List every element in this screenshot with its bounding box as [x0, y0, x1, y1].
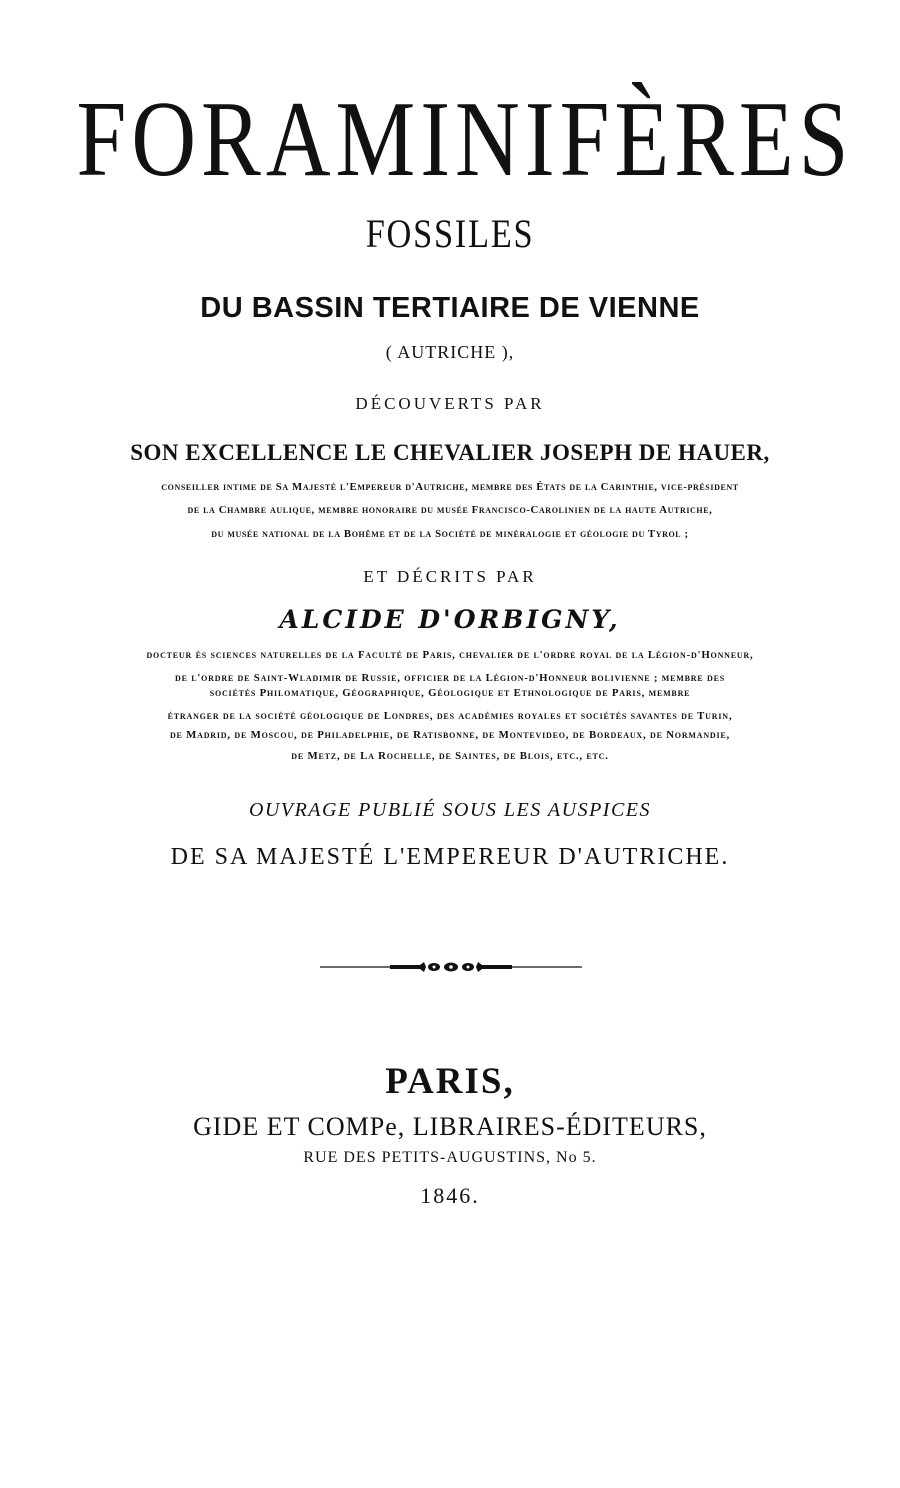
emperor-line: DE SA MAJESTÉ L'EMPEREUR D'AUTRICHE. [170, 844, 730, 870]
discovered-by-line: DÉCOUVERTS PAR [355, 394, 545, 413]
discoverer-title-line: de la Chambre aulique, membre honoraire du musée Francisco-Carolinien de la haute Autriche, [187, 504, 713, 516]
author-title-line: de l'ordre de Saint-Wladimir de Russie, officier de la Légion-d'Honneur bolivienne ; membre des [175, 672, 725, 684]
subtitle: FOSSILES [365, 211, 535, 256]
described-by-line: ET DÉCRITS PAR [363, 567, 537, 586]
address: RUE DES PETITS-AUGUSTINS, No 5. [303, 1149, 597, 1166]
basin-line: DU BASSIN TERTIAIRE DE VIENNE [200, 292, 700, 324]
author-title-line: de Madrid, de Moscou, de Philadelphie, de Ratisbonne, de Montevideo, de Bordeaux, de Normandie, [169, 729, 731, 741]
publisher: GIDE ET COMPe, LIBRAIRES-ÉDITEURS, [193, 1112, 707, 1141]
country-line: ( AUTRICHE ), [385, 342, 515, 362]
author-title-line: étranger de la société géologique de Londres, des académies royales et sociétés savantes de Turin, [167, 710, 733, 722]
ornamental-rule-icon [320, 956, 582, 978]
author-title-line: docteur ès sciences naturelles de la Faculté de Paris, chevalier de l'ordre royal de la Légion-d'Honneur, [146, 649, 754, 661]
discoverer-title-line: conseiller intime de Sa Majesté l'Empereur d'Autriche, membre des États de la Carinthie, vice-président [161, 481, 739, 493]
publication-year: 1846. [420, 1183, 480, 1208]
discoverer-title-line: du musée national de la Bohême et de la Société de minéralogie et géologie du Tyrol ; [211, 528, 689, 540]
auspices-line: OUVRAGE PUBLIÉ SOUS LES AUSPICES [248, 799, 652, 821]
author-name: ALCIDE D'ORBIGNY, [279, 605, 621, 634]
author-title-line: sociétés Philomatique, Géographique, Géologique et Ethnologique de Paris, membre [209, 687, 691, 699]
author-title-line: de Metz, de La Rochelle, de Saintes, de Blois, etc., etc. [291, 750, 609, 762]
city: PARIS, [385, 1061, 515, 1102]
discoverer-name: SON EXCELLENCE LE CHEVALIER JOSEPH DE HAUER, [130, 440, 770, 465]
main-title: FORAMINIFÈRES [76, 80, 854, 199]
